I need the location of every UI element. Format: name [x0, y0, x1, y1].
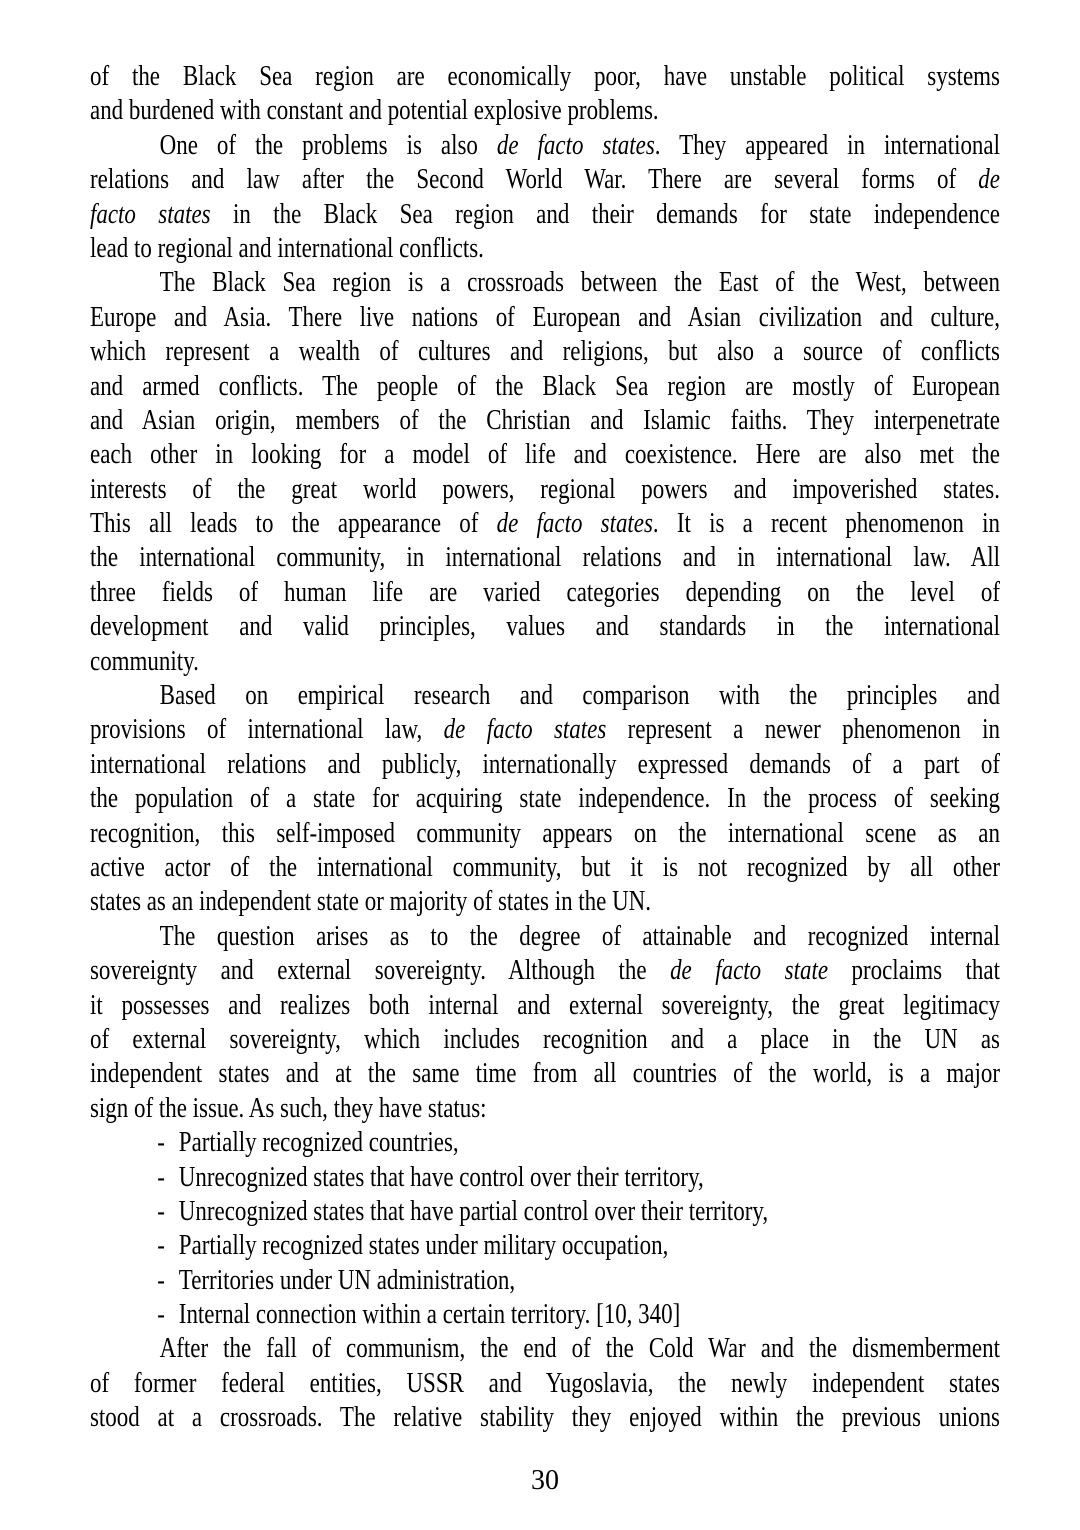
text-line: which represent a wealth of cultures and religions, but also a source of conflicts [90, 336, 1000, 368]
text-line: and burdened with constant and potential explosive problems. [90, 95, 659, 127]
text-line: the international community, in international relations and in international law. All [90, 542, 1000, 574]
text-line: provisions of international law, de facto states represent a newer phenomenon in [90, 714, 1000, 746]
list-item-text: Unrecognized states that have partial control over their territory, [178, 1195, 769, 1227]
text-line: After the fall of communism, the end of the Cold War and the dismemberment [159, 1333, 1000, 1365]
list-item-text: Territories under UN administration, [178, 1264, 516, 1296]
text-line: lead to regional and international conflicts. [90, 232, 484, 264]
text-line: states as an independent state or majority of states in the UN. [90, 886, 651, 918]
list-bullet-dash: - [157, 1127, 165, 1159]
list-item-text: Unrecognized states that have control over their territory, [178, 1161, 704, 1193]
text-line: recognition, this self-imposed community appears on the international scene as an [90, 817, 1000, 849]
text-line: the population of a state for acquiring state independence. In the process of seeking [90, 783, 1000, 815]
text-line: three fields of human life are varied categories depending on the level of [90, 576, 1000, 608]
text-line: each other in looking for a model of life and coexistence. Here are also met the [90, 439, 1000, 471]
text-line: independent states and at the same time from all countries of the world, is a major [90, 1058, 1000, 1090]
text-line: The question arises as to the degree of attainable and recognized internal [159, 920, 1000, 952]
list-bullet-dash: - [157, 1161, 165, 1193]
text-line: active actor of the international community, but it is not recognized by all other [90, 851, 1000, 883]
list-item [90, 1126, 1000, 1160]
list-item [90, 1298, 1000, 1332]
text-line: of former federal entities, USSR and Yugoslavia, the newly independent states [90, 1367, 1000, 1399]
text-line: of external sovereignty, which includes recognition and a place in the UN as [90, 1023, 1000, 1055]
text-line: and Asian origin, members of the Christian and Islamic faiths. They interpenetrate [90, 404, 1000, 436]
text-line: stood at a crossroads. The relative stability they enjoyed within the previous unions [90, 1402, 1000, 1434]
text-line: interests of the great world powers, regional powers and impoverished states. [90, 473, 1000, 505]
text-line: it possesses and realizes both internal and external sovereignty, the great legitimacy [90, 989, 1000, 1021]
text-line: relations and law after the Second World War. There are several forms of de [90, 164, 1000, 196]
page-text-body [90, 60, 1000, 1436]
text-line: international relations and publicly, internationally expressed demands of a part of [90, 748, 1000, 780]
text-line: This all leads to the appearance of de facto states. It is a recent phenomenon in [90, 508, 1000, 540]
list-item [90, 1195, 1000, 1229]
list-item [90, 1161, 1000, 1195]
list-item-text: Partially recognized countries, [178, 1127, 459, 1159]
text-line: Based on empirical research and comparison with the principles and [159, 680, 1000, 712]
page-number: 30 [531, 1465, 559, 1496]
text-line: and armed conflicts. The people of the Black Sea region are mostly of European [90, 370, 1000, 402]
list-item-text: Partially recognized states under military occupation, [178, 1230, 669, 1262]
text-line: community. [90, 645, 199, 677]
text-line: One of the problems is also de facto states. They appeared in international [159, 129, 1000, 161]
list-item [90, 1264, 1000, 1298]
list-item [90, 1229, 1000, 1263]
list-item-text: Internal connection within a certain territory. [10, 340] [178, 1299, 681, 1331]
list-bullet-dash: - [157, 1195, 165, 1227]
text-line: facto states in the Black Sea region and their demands for state independence [90, 198, 1000, 230]
text-line: sign of the issue. As such, they have status: [90, 1092, 487, 1124]
text-line: Europe and Asia. There live nations of European and Asian civilization and culture, [90, 301, 1000, 333]
text-line: sovereignty and external sovereignty. Although the de facto state proclaims that [90, 955, 1000, 987]
list-bullet-dash: - [157, 1264, 165, 1296]
text-line: development and valid principles, values and standards in the international [90, 611, 1000, 643]
text-line: The Black Sea region is a crossroads between the East of the West, between [159, 267, 1000, 299]
list-bullet-dash: - [157, 1299, 165, 1331]
text-line: of the Black Sea region are economically poor, have unstable political systems [90, 61, 1000, 92]
list-bullet-dash: - [157, 1230, 165, 1262]
